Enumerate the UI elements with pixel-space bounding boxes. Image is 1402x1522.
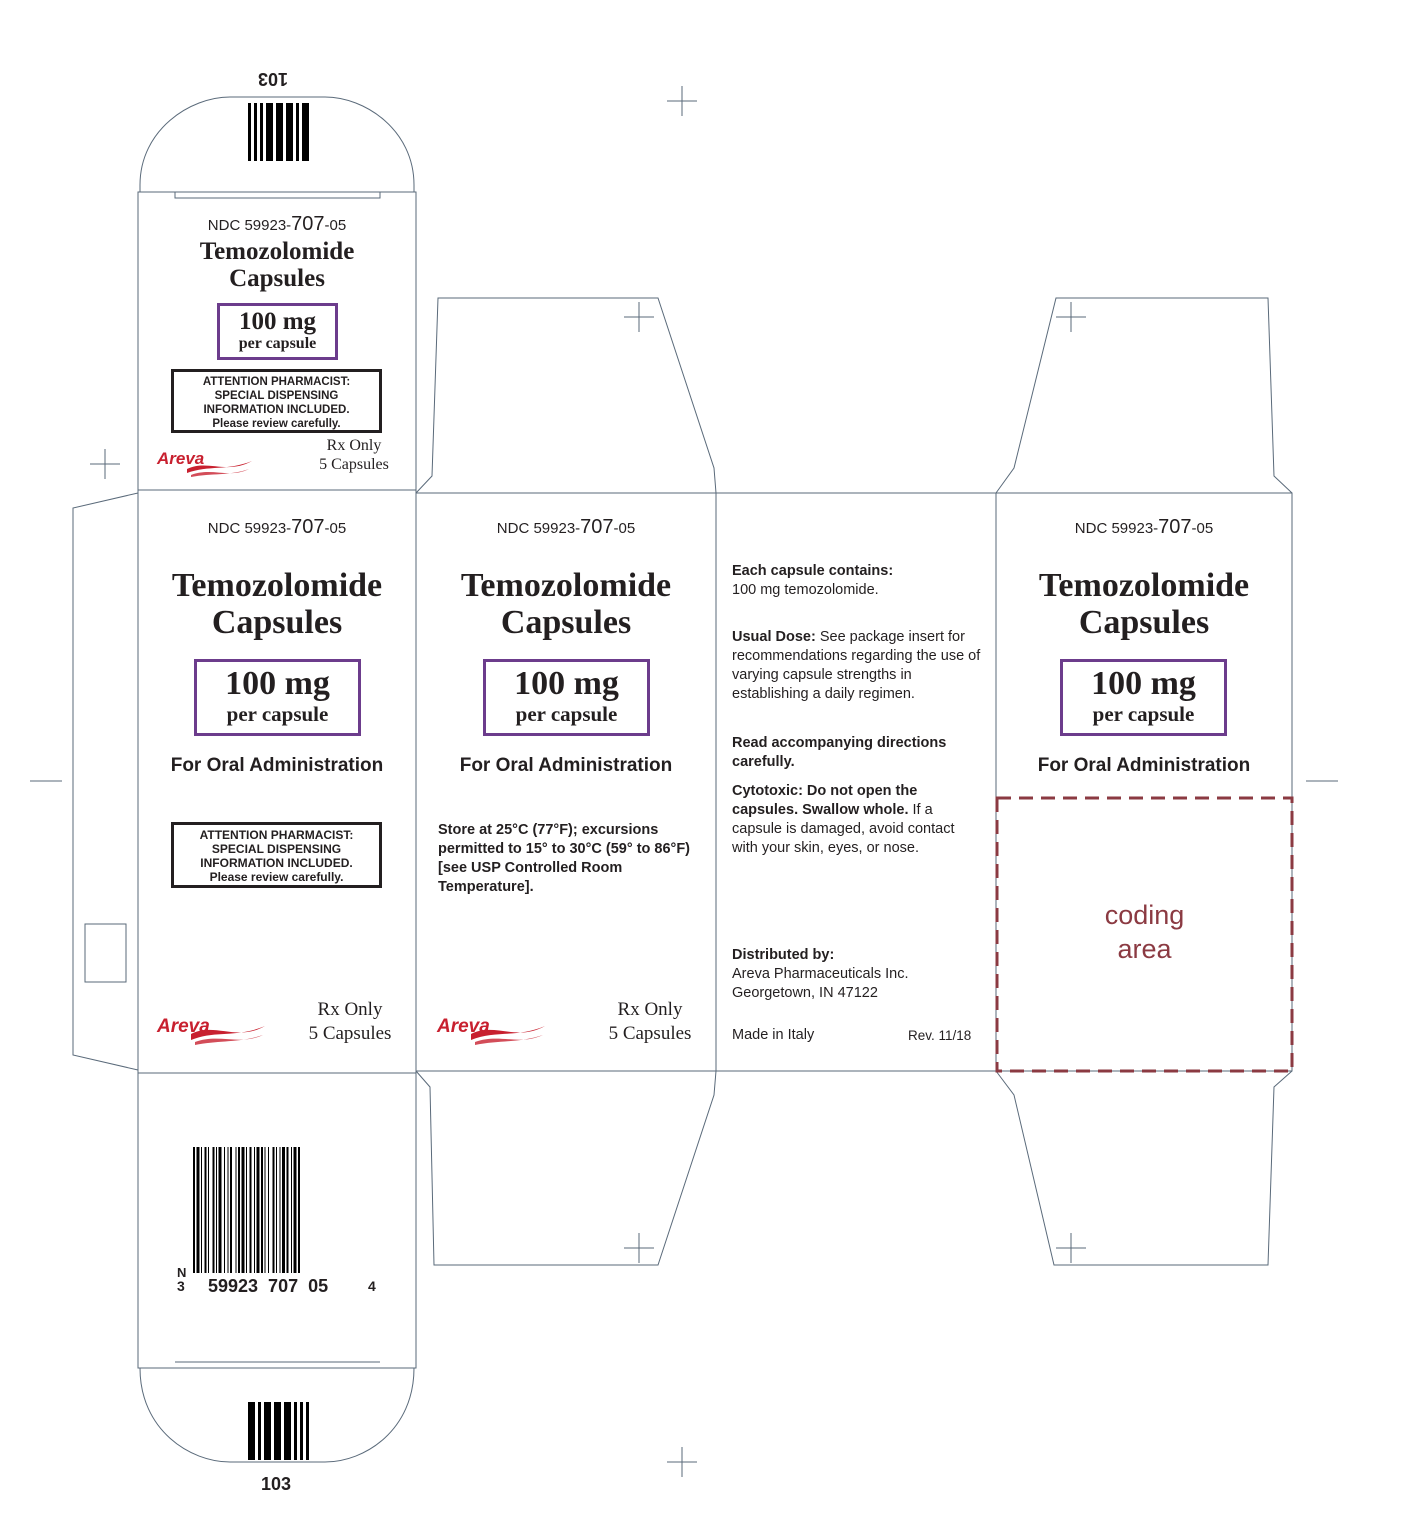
rx-count: Rx Only 5 Capsules — [608, 999, 692, 1044]
ndc-number: NDC 59923-707-05 — [1074, 516, 1214, 538]
strength-box: 100 mg per capsule — [194, 659, 361, 736]
ndc-number: NDC 59923-707-05 — [496, 516, 636, 538]
pharmacode-number-top: 103 — [258, 69, 289, 89]
strength-box: 100 mg per capsule — [483, 659, 650, 736]
storage-text: Store at 25°C (77°F); excursions permitted to 15° to 30°C (59° to 86°F) [see USP Controlled Room Temperature]. — [438, 822, 691, 895]
pharmacode-number-bottom: 103 — [261, 1474, 292, 1494]
route-text: For Oral Administration — [1037, 755, 1251, 776]
areva-logo: Areva — [437, 1012, 547, 1051]
drug-name: Temozolomide Capsules — [460, 567, 672, 641]
revision-text: Rev. 11/18 — [908, 1028, 972, 1043]
capsule-contents: Each capsule contains: 100 mg temozolomide. — [732, 563, 894, 598]
coding-area-label: coding area — [1104, 900, 1185, 964]
route-text: For Oral Administration — [170, 755, 384, 776]
route-text: For Oral Administration — [459, 755, 673, 776]
drug-name: Temozolomide Capsules — [199, 238, 355, 292]
areva-logo: Areva — [157, 1012, 267, 1051]
barcode-n-char: N — [177, 1265, 187, 1280]
origin-text: Made in Italy — [732, 1027, 815, 1043]
attention-pharmacist-box: ATTENTION PHARMACIST: SPECIAL DISPENSING INFORMATION INCLUDED. Please review carefully. — [171, 822, 382, 888]
ndc-number: NDC 59923-707-05 — [207, 213, 347, 235]
barcode-digits: 59923 707 05 — [208, 1276, 329, 1296]
read-directions: Read accompanying directions carefully. — [732, 735, 947, 770]
areva-logo: Areva — [157, 449, 253, 482]
barcode-first-digit: 3 — [177, 1278, 185, 1294]
strength-box: 100 mg per capsule — [217, 303, 338, 360]
barcode-check-digit: 4 — [368, 1278, 376, 1294]
drug-name: Temozolomide Capsules — [171, 567, 383, 641]
rx-count: Rx Only 5 Capsules — [319, 437, 389, 473]
strength-box: 100 mg per capsule — [1060, 659, 1227, 736]
drug-name: Temozolomide Capsules — [1038, 567, 1250, 641]
cytotoxic-warning: Cytotoxic: Do not open the capsules. Swallow whole. If a capsule is damaged, avoid contact with your skin, eyes, or nose. — [732, 783, 955, 856]
attention-pharmacist-box: ATTENTION PHARMACIST: SPECIAL DISPENSING INFORMATION INCLUDED. Please review carefully. — [171, 369, 382, 433]
upc-barcode — [193, 1147, 300, 1273]
distributor-info: Distributed by: Areva Pharmaceuticals Inc. Georgetown, IN 47122 — [732, 947, 909, 1001]
rx-count: Rx Only 5 Capsules — [308, 999, 392, 1044]
usual-dose: Usual Dose: See package insert for recommendations regarding the use of varying capsule strengths in establishing a daily regimen. — [732, 629, 981, 702]
pharmacode-top — [248, 103, 309, 161]
ndc-number: NDC 59923-707-05 — [207, 516, 347, 538]
pharmacode-bottom — [248, 1402, 309, 1460]
